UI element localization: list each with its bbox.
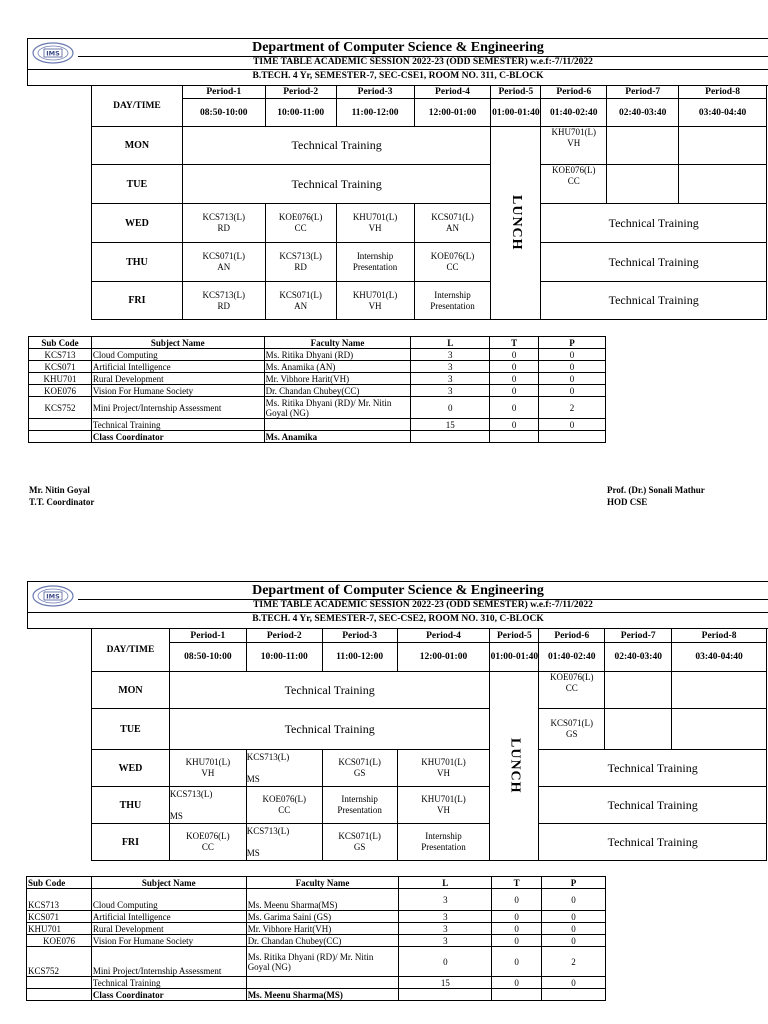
period-header: Period-8 (679, 86, 767, 99)
lecture-count: 3 (399, 935, 492, 947)
faculty-name: Mr. Vibhore Harit(VH) (264, 373, 411, 385)
time-slot: 10:00-11:00 (246, 643, 322, 672)
technical-training-cell: Technical Training (169, 709, 490, 750)
practical-count: 0 (539, 385, 606, 397)
period-header: Period-2 (265, 86, 336, 99)
time-slot: 01:40-02:40 (539, 643, 605, 672)
time-slot: 03:40-04:40 (679, 99, 767, 127)
day-time-header: DAY/TIME (92, 86, 183, 127)
time-slot: 10:00-11:00 (265, 99, 336, 127)
sub-code: KOE076 (27, 935, 92, 947)
session-line: TIME TABLE ACADEMIC SESSION 2022-23 (ODD SEMESTER) w.e.f:-7/11/2022 (253, 57, 593, 67)
practical-count: 0 (539, 361, 606, 373)
sub-code (29, 419, 92, 431)
period-header: Period-7 (605, 629, 672, 643)
subject-name: Mini Project/Internship Assessment (91, 947, 246, 977)
column-header: Faculty Name (246, 877, 399, 889)
day-time-header: DAY/TIME (92, 629, 170, 672)
column-header: P (539, 337, 606, 349)
lecture-count: 3 (411, 373, 490, 385)
subject-name: Technical Training (91, 419, 264, 431)
column-header: Subject Name (91, 337, 264, 349)
period-header: Period-6 (539, 629, 605, 643)
class-coordinator-name: Ms. Meenu Sharma(MS) (246, 989, 399, 1001)
tutorial-count: 0 (490, 373, 539, 385)
technical-training-cell: Technical Training (182, 165, 491, 204)
technical-training-cell: Technical Training (539, 750, 767, 787)
period-header: Period-8 (672, 629, 767, 643)
column-header: Subject Name (91, 877, 246, 889)
lecture-count: 3 (411, 385, 490, 397)
faculty-name: Ms. Garima Saini (GS) (246, 911, 399, 923)
class-cell: KOE076(L) CC (169, 824, 246, 861)
table-row (27, 935, 606, 947)
sub-code: KCS752 (29, 397, 92, 419)
faculty-name: Ms. Anamika (AN) (264, 361, 411, 373)
day-mon: MON (92, 672, 170, 709)
practical-count: 0 (539, 373, 606, 385)
period-header: Period-5 (491, 86, 541, 99)
class-cell: Internship Presentation (336, 243, 414, 282)
period-header: Period-7 (607, 86, 679, 99)
tt-coordinator-signature (29, 484, 94, 508)
table-row (29, 349, 606, 361)
period-header: Period-1 (182, 86, 265, 99)
table-row (29, 361, 606, 373)
sub-code: KCS071 (29, 361, 92, 373)
class-cell: KCS071(L) AN (414, 204, 491, 243)
logo-text: IMS (46, 592, 60, 601)
class-cell: KHU701(L) VH (397, 787, 490, 824)
subject-name: Cloud Computing (91, 349, 264, 361)
column-header: T (490, 337, 539, 349)
day-wed: WED (92, 204, 183, 243)
tt2-header (27, 581, 768, 629)
time-slot: 08:50-10:00 (182, 99, 265, 127)
subject-name: Technical Training (91, 977, 246, 989)
column-header: L (411, 337, 490, 349)
period-header: Period-3 (322, 629, 397, 643)
tutorial-count: 0 (492, 911, 542, 923)
class-cell: KOE076(L) CC (246, 787, 322, 824)
signatory-role: T.T. Coordinator (29, 497, 95, 507)
time-slot: 01:00-01:40 (491, 99, 541, 127)
class-cell: KOE076(L) CC (539, 672, 605, 709)
tutorial-count: 0 (490, 361, 539, 373)
day-tue: TUE (92, 165, 183, 204)
time-slot: 12:00-01:00 (414, 99, 491, 127)
table-row (29, 385, 606, 397)
subject-name: Vision For Humane Society (91, 385, 264, 397)
subject-name: Artificial Intelligence (91, 361, 264, 373)
tt1-subject-table (28, 336, 606, 443)
time-slot: 11:00-12:00 (322, 643, 397, 672)
day-tue: TUE (92, 709, 170, 750)
technical-training-cell: Technical Training (539, 787, 767, 824)
subject-name: Vision For Humane Society (91, 935, 246, 947)
column-header: T (492, 877, 542, 889)
tutorial-count: 0 (490, 419, 539, 431)
hod-signature (607, 484, 705, 508)
tt2-subject-table (26, 876, 606, 1001)
tt1-timetable (91, 85, 767, 320)
time-slot: 08:50-10:00 (169, 643, 246, 672)
sub-code: KCS713 (27, 889, 92, 911)
faculty-name (246, 977, 399, 989)
day-thu: THU (92, 243, 183, 282)
lecture-count: 15 (399, 977, 492, 989)
technical-training-cell: Technical Training (539, 824, 767, 861)
tutorial-count: 0 (492, 977, 542, 989)
tutorial-count: 0 (490, 385, 539, 397)
subject-name: Rural Development (91, 923, 246, 935)
logo-text: IMS (46, 49, 60, 58)
class-cell: Internship Presentation (414, 282, 491, 320)
class-cell: KOE076(L) CC (265, 204, 336, 243)
table-row (29, 419, 606, 431)
class-cell: Internship Presentation (322, 787, 397, 824)
faculty-name: Dr. Chandan Chubey(CC) (264, 385, 411, 397)
technical-training-cell: Technical Training (541, 243, 767, 282)
day-fri: FRI (92, 824, 170, 861)
column-header: Faculty Name (264, 337, 411, 349)
tutorial-count: 0 (490, 397, 539, 419)
day-mon: MON (92, 127, 183, 165)
table-row (27, 947, 606, 977)
table-row (27, 923, 606, 935)
table-row (29, 397, 606, 419)
sub-code: KHU701 (27, 923, 92, 935)
lecture-count: 0 (411, 397, 490, 419)
table-row (27, 911, 606, 923)
signatory-role: HOD CSE (607, 497, 648, 507)
class-cell: KCS713(L) RD (182, 282, 265, 320)
column-header: P (542, 877, 606, 889)
lecture-count: 3 (399, 889, 492, 911)
period-header: Period-2 (246, 629, 322, 643)
sub-code: KCS752 (27, 947, 92, 977)
lunch-cell: LUNCH (490, 672, 539, 861)
class-line: B.TECH. 4 Yr, SEMESTER-7, SEC-CSE1, ROOM NO. 311, C-BLOCK (252, 71, 544, 81)
class-cell: KCS713(L) MS (169, 787, 246, 824)
subject-name: Cloud Computing (91, 889, 246, 911)
class-cell: KHU701(L) VH (541, 127, 607, 165)
practical-count: 0 (542, 911, 606, 923)
table-row (29, 431, 606, 443)
class-coordinator-label: Class Coordinator (91, 989, 246, 1001)
signatory-name: Mr. Nitin Goyal (29, 485, 90, 495)
tt2-timetable (91, 628, 767, 861)
lecture-count: 15 (411, 419, 490, 431)
lecture-count: 0 (399, 947, 492, 977)
tutorial-count: 0 (492, 923, 542, 935)
tutorial-count: 0 (492, 889, 542, 911)
class-cell: KHU701(L) VH (336, 282, 414, 320)
time-slot: 02:40-03:40 (607, 99, 679, 127)
column-header: Sub Code (29, 337, 92, 349)
time-slot: 02:40-03:40 (605, 643, 672, 672)
time-slot: 11:00-12:00 (336, 99, 414, 127)
department-title: Department of Computer Science & Engineering (252, 40, 544, 55)
practical-count: 2 (539, 397, 606, 419)
sub-code (27, 977, 92, 989)
class-coordinator-name: Ms. Anamika (264, 431, 411, 443)
period-header: Period-4 (397, 629, 490, 643)
tt1-header (27, 38, 768, 86)
lecture-count: 3 (399, 911, 492, 923)
table-row (27, 977, 606, 989)
period-header: Period-4 (414, 86, 491, 99)
day-thu: THU (92, 787, 170, 824)
class-cell: KCS071(L) GS (539, 709, 605, 750)
lecture-count: 3 (411, 361, 490, 373)
class-cell: KCS071(L) GS (322, 750, 397, 787)
technical-training-cell: Technical Training (541, 282, 767, 320)
class-cell: KCS713(L) RD (182, 204, 265, 243)
class-cell: Internship Presentation (397, 824, 490, 861)
practical-count: 0 (542, 977, 606, 989)
class-line: B.TECH. 4 Yr, SEMESTER-7, SEC-CSE2, ROOM NO. 310, C-BLOCK (252, 614, 544, 624)
tutorial-count: 0 (492, 935, 542, 947)
time-slot: 12:00-01:00 (397, 643, 490, 672)
session-line: TIME TABLE ACADEMIC SESSION 2022-23 (ODD SEMESTER) w.e.f:-7/11/2022 (253, 600, 593, 610)
table-row (27, 989, 606, 1001)
class-cell: KCS071(L) AN (265, 282, 336, 320)
faculty-name: Ms. Ritika Dhyani (RD)/ Mr. Nitin Goyal (NG) (246, 947, 399, 977)
period-header: Period-1 (169, 629, 246, 643)
class-cell: KOE076(L) CC (541, 165, 607, 204)
time-slot: 01:00-01:40 (490, 643, 539, 672)
table-row (29, 373, 606, 385)
tutorial-count: 0 (490, 349, 539, 361)
lunch-cell: LUNCH (491, 127, 541, 320)
faculty-name: Dr. Chandan Chubey(CC) (246, 935, 399, 947)
class-cell: KCS071(L) GS (322, 824, 397, 861)
lecture-count: 3 (411, 349, 490, 361)
sub-code: KCS071 (27, 911, 92, 923)
day-fri: FRI (92, 282, 183, 320)
subject-name: Rural Development (91, 373, 264, 385)
practical-count: 0 (542, 935, 606, 947)
practical-count: 0 (542, 889, 606, 911)
class-cell: KCS713(L) RD (265, 243, 336, 282)
column-header: Sub Code (27, 877, 92, 889)
day-wed: WED (92, 750, 170, 787)
practical-count: 2 (542, 947, 606, 977)
class-cell: KOE076(L) CC (414, 243, 491, 282)
faculty-name: Mr. Vibhore Harit(VH) (246, 923, 399, 935)
sub-code: KHU701 (29, 373, 92, 385)
practical-count: 0 (539, 349, 606, 361)
class-cell: KCS713(L) MS (246, 824, 322, 861)
class-cell: KCS713(L) MS (246, 750, 322, 787)
period-header: Period-3 (336, 86, 414, 99)
faculty-name: Ms. Ritika Dhyani (RD)/ Mr. Nitin Goyal (NG) (264, 397, 411, 419)
subject-name: Mini Project/Internship Assessment (91, 397, 264, 419)
class-cell: KHU701(L) VH (336, 204, 414, 243)
class-cell: KHU701(L) VH (397, 750, 490, 787)
faculty-name: Ms. Ritika Dhyani (RD) (264, 349, 411, 361)
department-title: Department of Computer Science & Engineering (252, 583, 544, 598)
practical-count: 0 (539, 419, 606, 431)
lecture-count: 3 (399, 923, 492, 935)
technical-training-cell: Technical Training (169, 672, 490, 709)
period-header: Period-5 (490, 629, 539, 643)
class-cell: KCS071(L) AN (182, 243, 265, 282)
time-slot: 03:40-04:40 (672, 643, 767, 672)
column-header: L (399, 877, 492, 889)
period-header: Period-6 (541, 86, 607, 99)
table-row (27, 889, 606, 911)
class-cell: KHU701(L) VH (169, 750, 246, 787)
practical-count: 0 (542, 923, 606, 935)
faculty-name (264, 419, 411, 431)
sub-code: KCS713 (29, 349, 92, 361)
time-slot: 01:40-02:40 (541, 99, 607, 127)
faculty-name: Ms. Meenu Sharma(MS) (246, 889, 399, 911)
class-coordinator-label: Class Coordinator (91, 431, 264, 443)
signatory-name: Prof. (Dr.) Sonali Mathur (607, 485, 705, 495)
sub-code: KOE076 (29, 385, 92, 397)
technical-training-cell: Technical Training (182, 127, 491, 165)
tutorial-count: 0 (492, 947, 542, 977)
technical-training-cell: Technical Training (541, 204, 767, 243)
subject-name: Artificial Intelligence (91, 911, 246, 923)
